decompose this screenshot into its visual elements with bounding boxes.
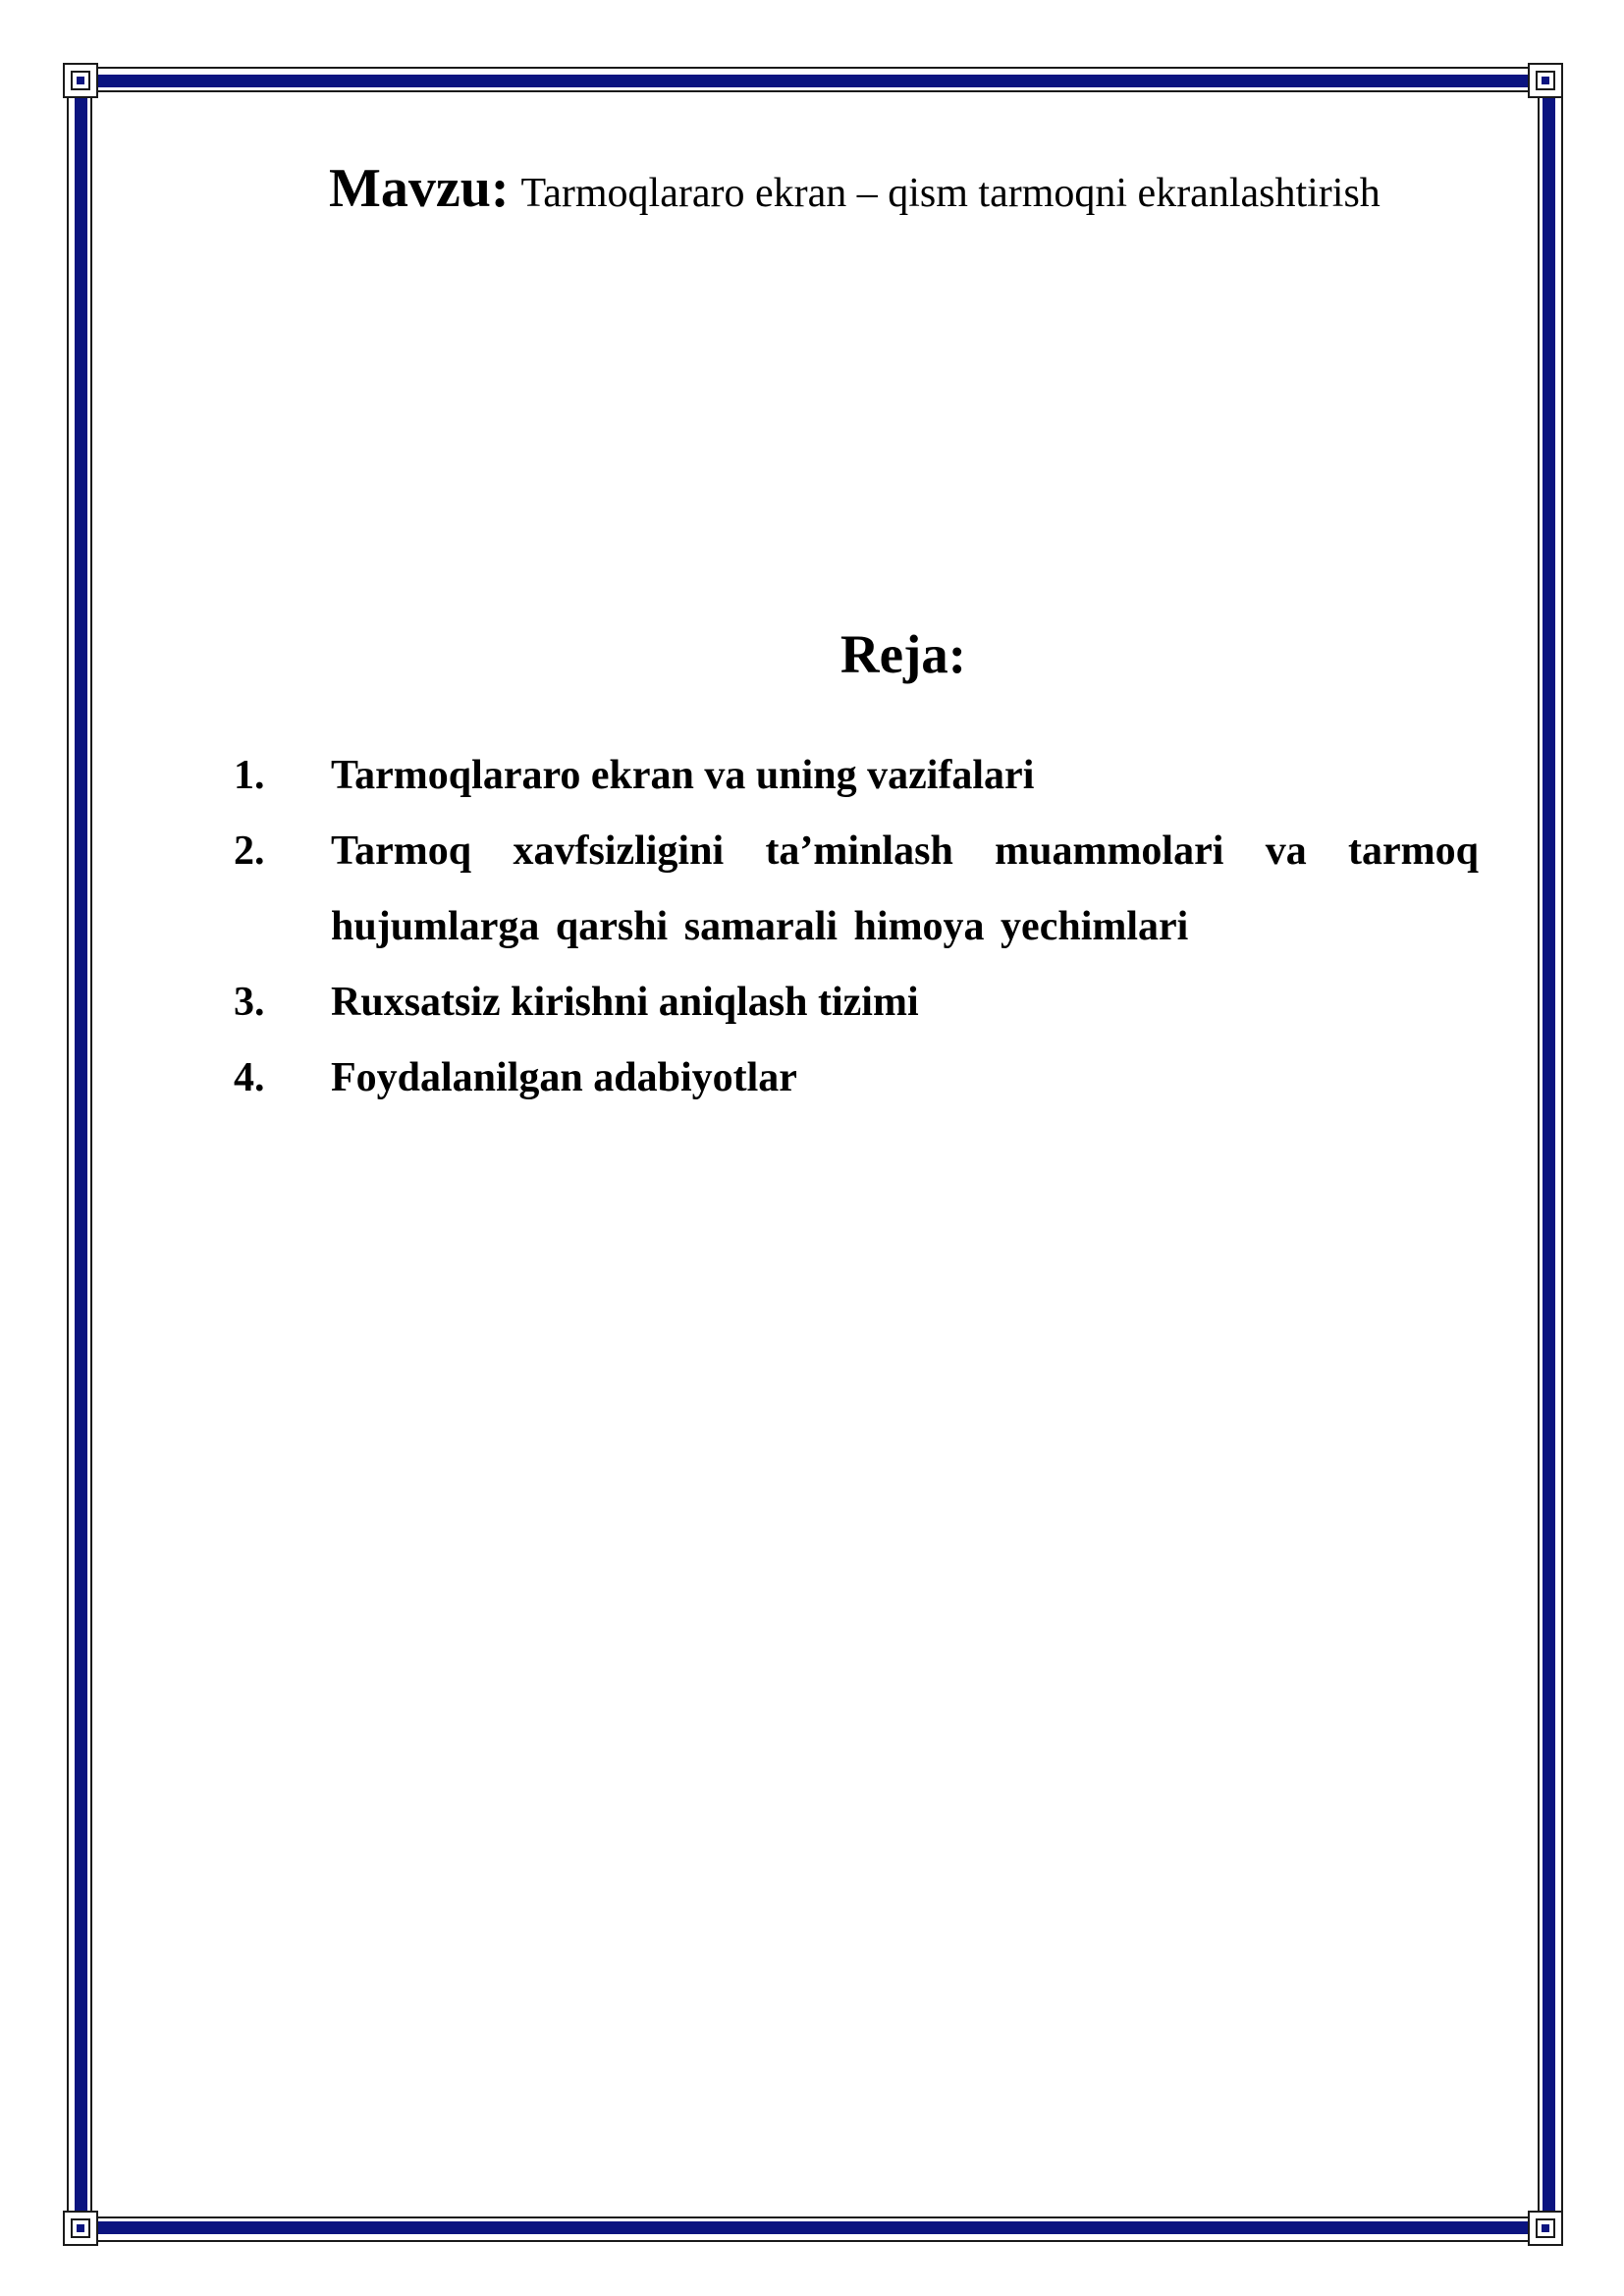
plan-item [234,738,1479,814]
corner-ornament-bottom-right [1528,2211,1563,2246]
topic-label: Mavzu: [329,158,510,219]
plan-item [234,1041,1479,1116]
plan-item-number: 4. [234,1055,265,1100]
corner-ornament-bottom-left [63,2211,98,2246]
plan-list [234,738,1479,1116]
plan-item-text: Foydalanilgan adabiyotlar [331,1055,797,1100]
plan-title: Reja: [839,624,967,684]
plan-item-number: 2. [234,828,265,874]
plan-item [234,814,1479,965]
page-border-inner-line [90,90,1540,2218]
plan-item-text: Ruxsatsiz kirishni aniqlash tizimi [331,980,919,1025]
plan-item-text: Tarmoq xavfsizligini ta’minlash muammolari va tarmoq hujumlarga qarshi samarali himoya yechimlari [331,828,1479,949]
topic-text: Tarmoqlararo ekran – qism tarmoqni ekranlashtirish [520,171,1380,216]
plan-item [234,965,1479,1041]
corner-ornament-top-right [1528,63,1563,98]
plan-item-number: 3. [234,980,265,1025]
corner-ornament-top-left [63,63,98,98]
plan-item-text: Tarmoqlararo ekran va uning vazifalari [331,753,1035,798]
topic-line [329,157,1380,220]
plan-item-number: 1. [234,753,265,798]
